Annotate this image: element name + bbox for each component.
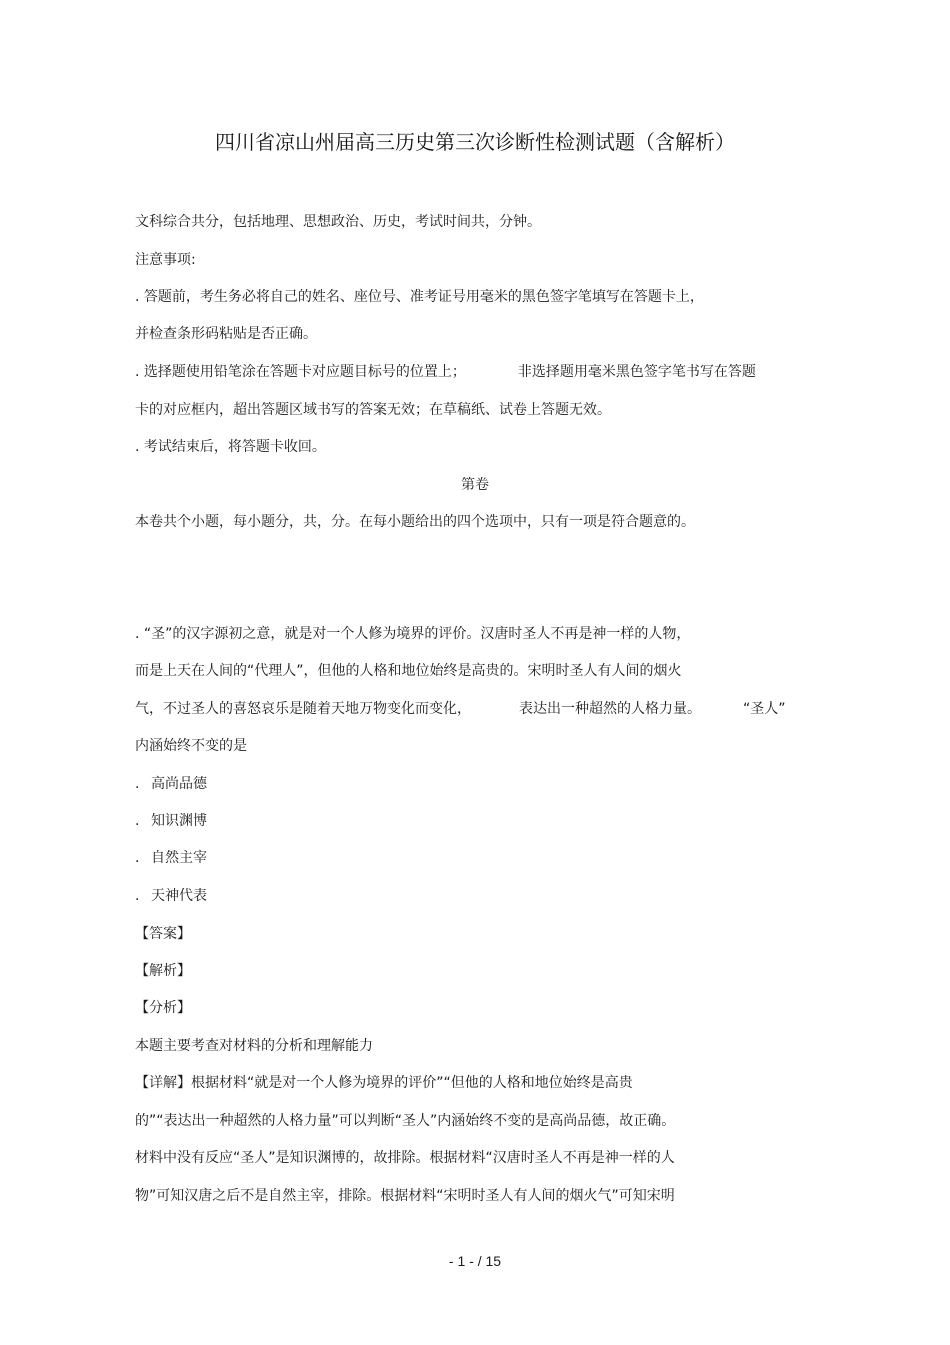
fenxi-text: 本题主要考查对材料的分析和理解能力: [135, 1038, 373, 1054]
section-heading: 第卷: [461, 477, 489, 493]
question-stem-segment: 表达出一种超然的人格力量。: [519, 701, 701, 717]
option-text: 知识渊博: [151, 813, 207, 829]
detail-line: 材料中没有反应“圣人”是知识渊博的，故排除。根据材料“汉唐时圣人不再是神一样的人: [135, 1150, 675, 1166]
option-text: 天神代表: [151, 888, 207, 904]
analysis-label: 【解析】: [135, 963, 191, 979]
notice-item-2a-left: . 选择题使用铅笔涂在答题卡对应题目标号的位置上；: [135, 364, 466, 380]
option-marker: .: [135, 813, 140, 829]
notice-heading: 注意事项:: [135, 252, 196, 268]
option-marker: .: [135, 888, 140, 904]
option-a: [135, 774, 207, 794]
question-stem-line: [135, 699, 786, 719]
section-instruction: 本卷共个小题，每小题分，共，分。在每小题给出的四个选项中，只有一项是符合题意的。: [135, 514, 695, 530]
detail-line: 【详解】根据材料“就是对一个人修为境界的评价”“但他的人格和地位始终是高贵: [135, 1075, 633, 1091]
detail-line: 的”“表达出一种超然的人格力量”可以判断“圣人”内涵始终不变的是高尚品德，故正确。: [135, 1113, 676, 1129]
notice-item-2b: 卡的对应框内，超出答题区域书写的答案无效；在草稿纸、试卷上答题无效。: [135, 402, 611, 418]
option-c: [135, 848, 207, 868]
option-marker: .: [135, 776, 140, 792]
question-stem-line: 而是上天在人间的“代理人”，但他的人格和地位始终是高贵的。宋明时圣人有人间的烟火: [135, 663, 682, 679]
option-d: [135, 886, 207, 906]
option-text: 高尚品德: [151, 776, 207, 792]
notice-item-3: . 考试结束后，将答题卡收回。: [135, 439, 326, 455]
notice-item-1b: 并检查条形码粘贴是否正确。: [135, 326, 317, 342]
detail-line: 物”可知汉唐之后不是自然主宰，排除。根据材料“宋明时圣人有人间的烟火气”可知宋明: [135, 1188, 675, 1204]
document-title: 四川省凉山州届高三历史第三次诊断性检测试题（含解析）: [215, 130, 735, 154]
option-b: [135, 811, 207, 831]
fenxi-label: 【分析】: [135, 1000, 191, 1016]
notice-item-2a-right: 非选择题用毫米黑色签字笔书写在答题: [517, 364, 756, 380]
intro-line: 文科综合共分，包括地理、思想政治、历史，考试时间共，分钟。: [135, 214, 541, 230]
option-text: 自然主宰: [151, 850, 207, 866]
page-number: - 1 - / 15: [448, 1253, 502, 1269]
notice-item-1a: . 答题前，考生务必将自己的姓名、座位号、准考证号用毫米的黑色签字笔填写在答题卡上，: [135, 289, 704, 305]
question-stem-segment: “圣人”: [743, 701, 786, 717]
question-stem-line: . “圣”的汉字源初之意，就是对一个人修为境界的评价。汉唐时圣人不再是神一样的人物，: [135, 626, 691, 642]
question-stem-segment: 气，不过圣人的喜怒哀乐是随着天地万物变化而变化，: [135, 701, 471, 717]
option-marker: .: [135, 850, 140, 866]
notice-item-2a: [135, 362, 756, 382]
question-stem-line: 内涵始终不变的是: [135, 738, 247, 754]
answer-label: 【答案】: [135, 926, 191, 942]
